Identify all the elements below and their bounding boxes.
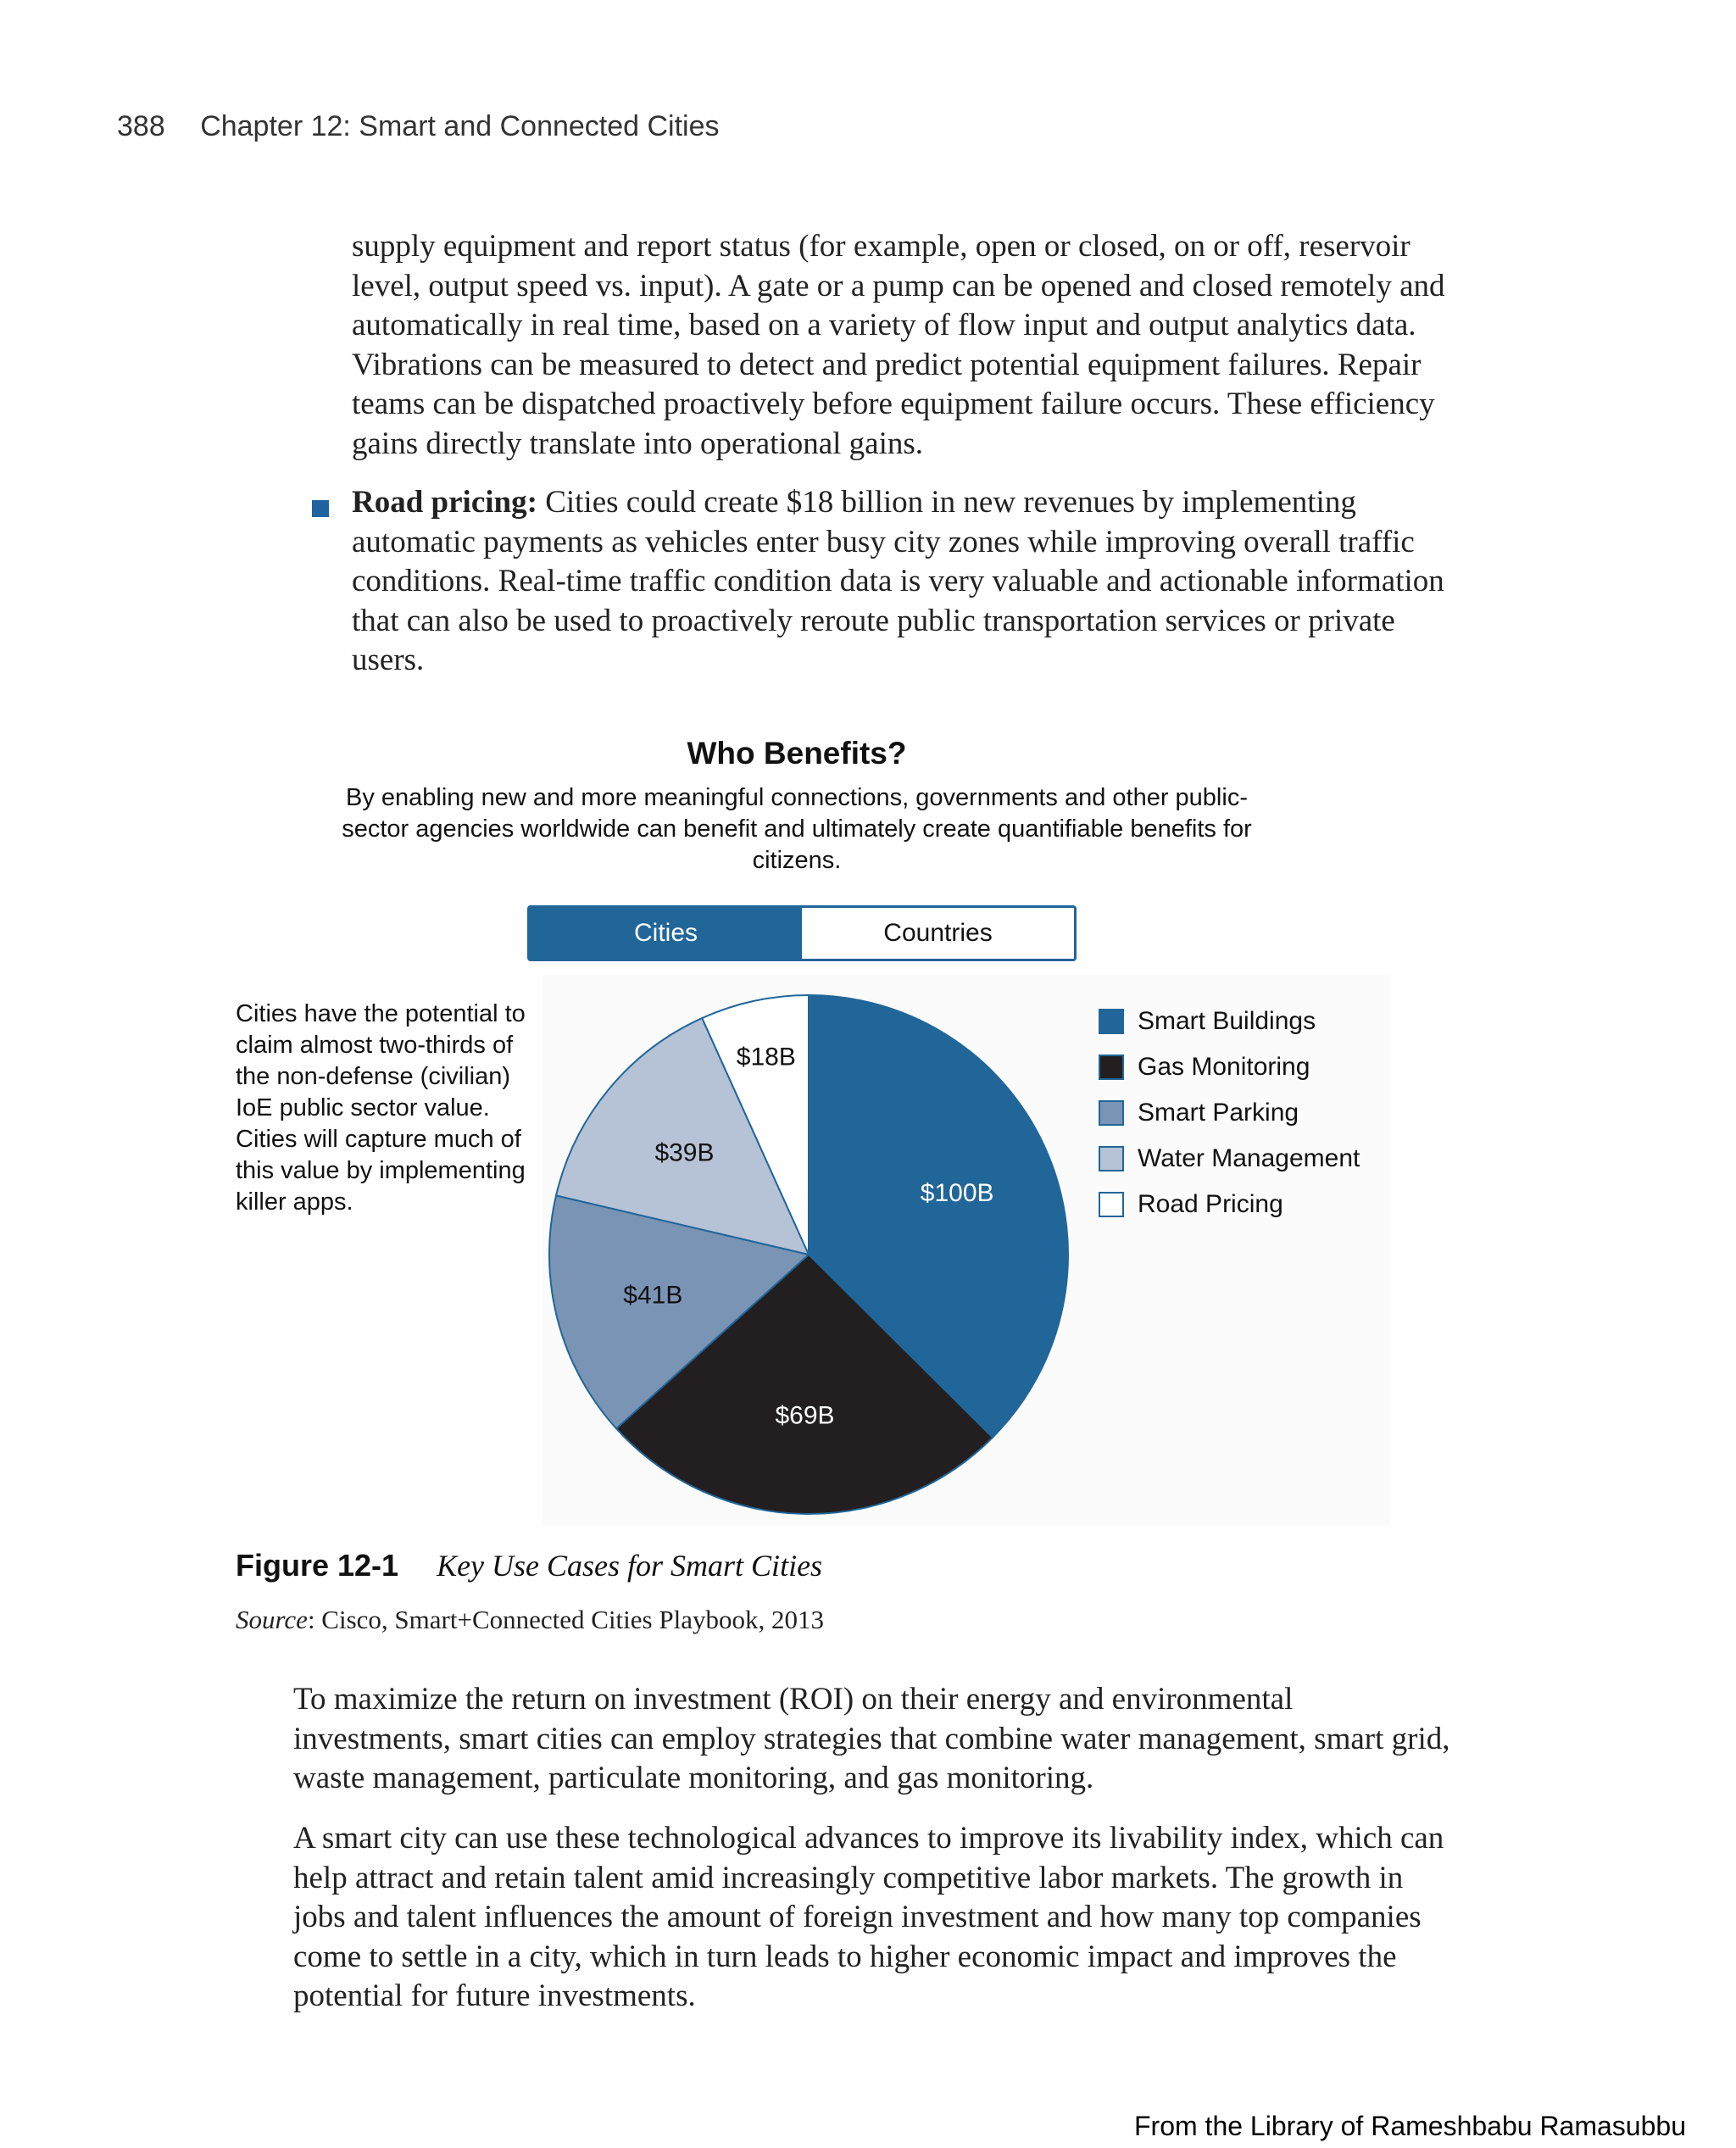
bullet-square-icon [312, 500, 329, 517]
legend-swatch [1099, 1146, 1124, 1171]
figure-caption [236, 1548, 822, 1583]
roi-paragraph: To maximize the return on investment (ROI) on their energy and environmental investments, smart cities can employ strategies that combine water management, smart grid, waste management, particulate monitoring, and gas monitoring. [293, 1682, 1450, 1795]
source-text: : Cisco, Smart+Connected Cities Playbook, 2013 [307, 1605, 824, 1634]
legend-swatch [1099, 1009, 1124, 1034]
figure-number: Figure 12-1 [236, 1548, 399, 1583]
bullet-text [352, 483, 1471, 681]
tab-countries[interactable]: Countries [802, 908, 1074, 959]
cities-note: Cities have the potential to claim almost two-thirds of the non-defense (civilian) IoE public sector value. Cities will capture much of this value by implementing killer apps. [236, 1000, 526, 1216]
pie-label-gas-monitoring: $69B [775, 1401, 835, 1430]
legend-swatch [1099, 1192, 1124, 1217]
legend-item [1099, 999, 1360, 1044]
legend-item [1099, 1182, 1360, 1227]
pie-label-road-pricing: $18B [736, 1043, 796, 1071]
chapter-title: Chapter 12: Smart and Connected Cities [200, 110, 720, 142]
legend-label: Gas Monitoring [1138, 1053, 1310, 1081]
legend-label: Smart Buildings [1138, 1007, 1316, 1035]
legend-swatch [1099, 1100, 1124, 1126]
legend-label: Road Pricing [1138, 1190, 1283, 1218]
intro-paragraph: supply equipment and report status (for example, open or closed, on or off, reservoir level, output speed vs. input). A gate or a pump can be opened and closed remotely and automatically in real time, based on a variety of flow input and output analytics data. Vibrations can be measured to detect and predict potential equipment failures. Repair teams can be dispatched proactively before equipment failure occurs. These efficiency gains directly translate into operational gains. [352, 229, 1445, 461]
page-header [117, 110, 720, 143]
library-footer: From the Library of Rameshbabu Ramasubbu [1134, 2111, 1686, 2141]
legend-item [1099, 1090, 1360, 1136]
bullet-body: Cities could create $18 billion in new revenues by implementing automatic payments as vehicles enter busy city zones while improving overall traffic conditions. Real-time traffic condition data is very valuable and actionable information that can also be used to proactively reroute public transportation services or private users. [352, 485, 1444, 677]
legend-label: Water Management [1138, 1144, 1360, 1172]
pie-label-smart-buildings: $100B [920, 1179, 994, 1208]
figure-subtitle: By enabling new and more meaningful connections, governments and other public-sector agencies worldwide can benefit and ultimately create quantifiable benefits for citizens. [342, 784, 1252, 874]
legend-label: Smart Parking [1138, 1099, 1299, 1127]
legend-item [1099, 1044, 1360, 1090]
figure-source [236, 1605, 824, 1635]
pie-label-smart-parking: $41B [623, 1281, 683, 1310]
cities-countries-toggle[interactable] [527, 905, 1077, 961]
livability-paragraph: A smart city can use these technological advances to improve its livability index, which can help attract and retain talent amid increasingly competitive labor markets. The growth in jobs and talent influences the amount of foreign investment and how many top companies come to settle in a city, which in turn leads to higher economic impact and improves the potential for future investments. [293, 1821, 1444, 2013]
chart-legend [1099, 999, 1360, 1227]
legend-swatch [1099, 1055, 1124, 1080]
figure-title: Who Benefits? [687, 736, 907, 771]
page-number: 388 [117, 110, 165, 142]
tab-cities[interactable]: Cities [530, 908, 802, 959]
pie-label-water-management: $39B [654, 1138, 715, 1167]
source-label: Source [236, 1605, 308, 1634]
bullet-title: Road pricing: [352, 485, 537, 520]
legend-item [1099, 1136, 1360, 1182]
figure-caption-title: Key Use Cases for Smart Cities [437, 1549, 823, 1583]
